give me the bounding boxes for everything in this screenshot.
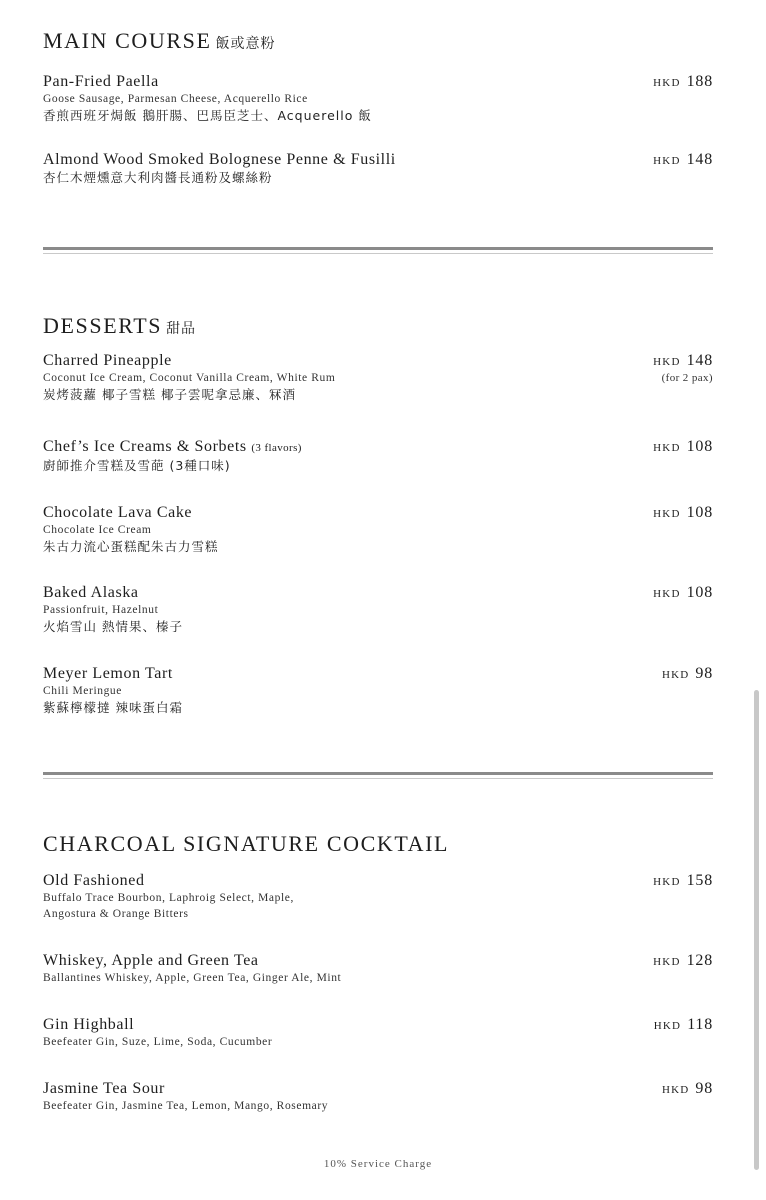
item-name: Gin Highball [43, 1016, 135, 1033]
section-divider [43, 247, 713, 253]
section-title-text: CHARCOAL SIGNATURE COCKTAIL [43, 831, 450, 856]
menu-item [43, 1080, 713, 1114]
item-chinese-name: 炭烤菠蘿 椰子雪糕 椰子雲呢拿忌廉、冧酒 [43, 387, 296, 402]
item-name: Pan-Fried Paella [43, 73, 159, 90]
item-name: Charred Pineapple [43, 352, 172, 369]
item-description: Chocolate Ice Cream [43, 524, 152, 536]
item-description: Beefeater Gin, Jasmine Tea, Lemon, Mango, Rosemary [43, 1100, 329, 1112]
price-currency: HKD [653, 876, 681, 888]
section-title-text: MAIN COURSE [43, 28, 212, 53]
menu-item [43, 504, 713, 556]
section-title-cn: 飯或意粉 [215, 36, 276, 52]
item-chinese-name: 紫蘇檸檬撻 辣味蛋白霜 [43, 700, 183, 715]
price-currency: HKD [653, 508, 681, 520]
price-currency: HKD [653, 1020, 682, 1032]
item-description: Passionfruit, Hazelnut [43, 604, 159, 616]
item-chinese-name: 香煎西班牙焗飯 鵝肝腸、巴馬臣芝士、Acquerello 飯 [43, 108, 372, 123]
menu-item [43, 584, 713, 636]
price-value: 98 [695, 665, 713, 682]
item-description: Beefeater Gin, Suze, Lime, Soda, Cucumber [43, 1036, 273, 1048]
price-value: 148 [686, 151, 713, 168]
menu-item [43, 438, 713, 475]
price-value: 108 [686, 584, 713, 601]
item-price [653, 952, 713, 970]
item-description: Goose Sausage, Parmesan Cheese, Acquerello Rice [43, 93, 308, 105]
price-value: 128 [686, 952, 713, 969]
item-name: Jasmine Tea Sour [43, 1080, 165, 1097]
item-name: Old Fashioned [43, 872, 145, 889]
section-title-cn: 甜品 [166, 321, 197, 337]
menu-item [43, 665, 713, 717]
price-value: 158 [686, 872, 713, 889]
price-currency: HKD [653, 77, 681, 89]
item-name: Chocolate Lava Cake [43, 504, 193, 521]
item-name: Meyer Lemon Tart [43, 665, 173, 682]
item-price [653, 872, 713, 890]
menu-item [43, 352, 713, 404]
menu-item [43, 872, 713, 922]
service-charge-note: 10% Service Charge [323, 1158, 433, 1170]
section-title-cocktail [43, 831, 449, 857]
price-value: 98 [695, 1080, 713, 1097]
item-name: Chef’s Ice Creams & Sorbets [43, 438, 247, 455]
price-currency: HKD [653, 155, 681, 167]
scrollbar-thumb[interactable] [754, 690, 759, 1170]
item-description: Buffalo Trace Bourbon, Laphroig Select, Maple, [43, 892, 294, 904]
price-currency: HKD [653, 356, 681, 368]
item-name: Almond Wood Smoked Bolognese Penne & Fusilli [43, 151, 396, 168]
item-chinese-name: 杏仁木煙燻意大利肉醬長通粉及螺絲粉 [43, 170, 273, 185]
menu-item [43, 952, 713, 986]
item-price [653, 352, 713, 370]
price-value: 148 [686, 352, 713, 369]
item-description: Chili Meringue [43, 685, 122, 697]
item-name-row [43, 438, 713, 457]
item-price [653, 584, 713, 602]
section-divider [43, 772, 713, 778]
price-value: 188 [686, 73, 713, 90]
price-value: 118 [687, 1016, 713, 1033]
item-description: Coconut Ice Cream, Coconut Vanilla Cream, White Rum [43, 372, 336, 384]
price-currency: HKD [653, 442, 681, 454]
section-title-text: DESSERTS [43, 313, 163, 338]
item-name: Whiskey, Apple and Green Tea [43, 952, 259, 969]
price-value: 108 [686, 504, 713, 521]
item-description: Ballantines Whiskey, Apple, Green Tea, Ginger Ale, Mint [43, 972, 342, 984]
section-title-main-course [43, 28, 276, 54]
item-chinese-name: 廚師推介雪糕及雪葩 (3種口味) [43, 458, 231, 473]
item-chinese-name: 火焰雪山 熱情果、榛子 [43, 619, 183, 634]
item-price [662, 1080, 713, 1098]
price-currency: HKD [661, 669, 690, 681]
menu-item [43, 1016, 713, 1050]
item-price [653, 151, 713, 169]
price-note: (for 2 pax) [661, 372, 713, 384]
price-currency: HKD [653, 588, 681, 600]
price-currency: HKD [661, 1084, 690, 1096]
item-name: Baked Alaska [43, 584, 139, 601]
item-price [653, 73, 713, 91]
item-price [662, 665, 713, 683]
price-value: 108 [686, 438, 713, 455]
menu-item [43, 151, 713, 187]
section-title-desserts [43, 313, 196, 339]
item-description-line2: Angostura & Orange Bitters [43, 908, 189, 920]
item-price [653, 504, 713, 522]
item-price [653, 438, 713, 456]
menu-item [43, 73, 713, 125]
item-name-note: (3 flavors) [251, 442, 302, 454]
item-chinese-name: 朱古力流心蛋糕配朱古力雪糕 [43, 539, 219, 554]
price-currency: HKD [653, 956, 681, 968]
item-price [654, 1016, 713, 1034]
